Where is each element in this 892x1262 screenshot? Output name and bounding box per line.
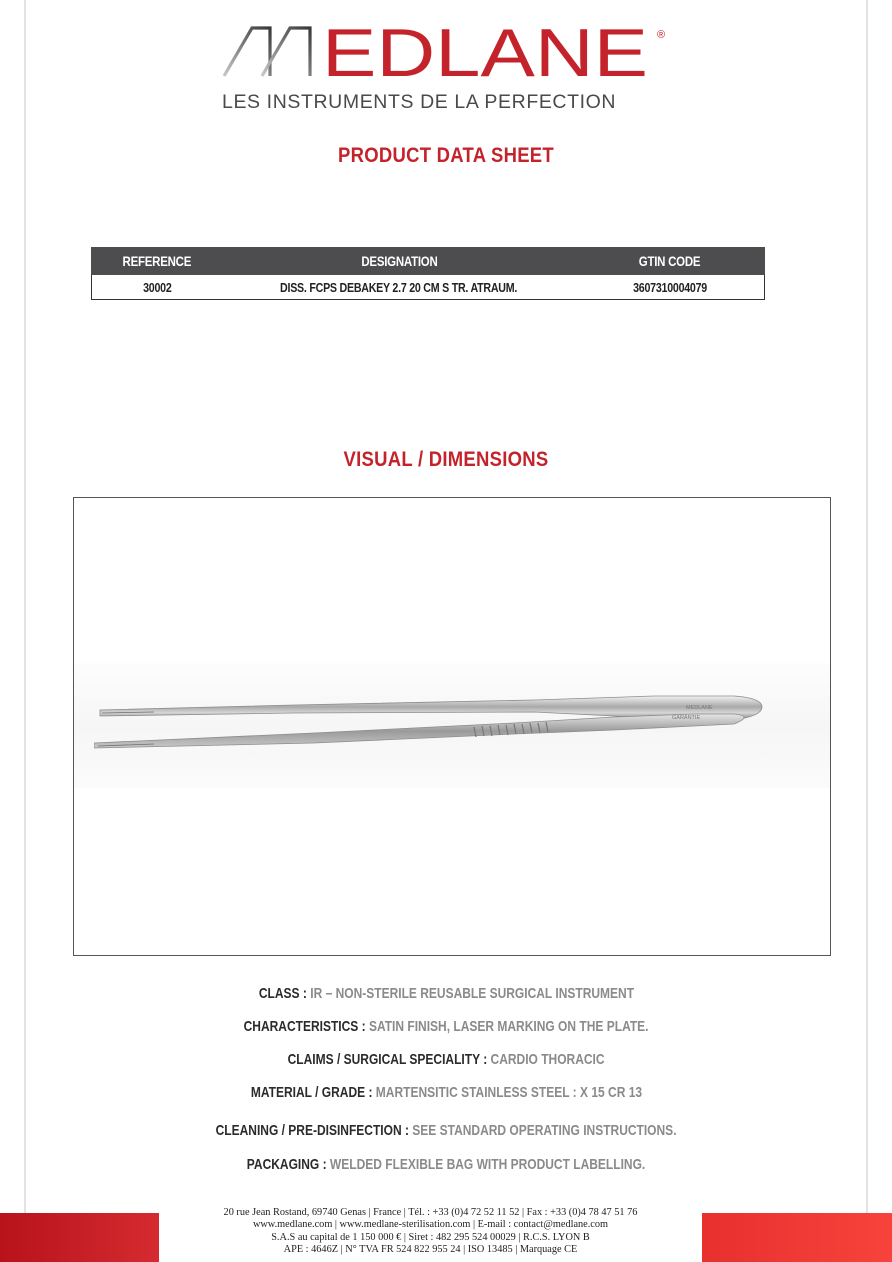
footer-red-bar-left	[0, 1213, 159, 1262]
spec-cleaning: CLEANING / PRE-DISINFECTION : SEE STANDARD OPERATING INSTRUCTIONS.	[215, 1122, 677, 1139]
cell-gtin: 3607310004079	[576, 275, 765, 300]
footer-registration: S.A.S au capital de 1 150 000 € | Siret : 482 295 524 00029 | R.C.S. LYON B	[271, 1231, 590, 1243]
spec-material: MATERIAL / GRADE : MARTENSITIC STAINLESS STEEL : X 15 CR 13	[250, 1084, 642, 1101]
table-header-row	[92, 248, 765, 275]
header-reference: REFERENCE	[92, 248, 223, 275]
footer-address: 20 rue Jean Rostand, 69740 Genas | France | Tél. : +33 (0)4 72 52 11 52 | Fax : +33 (0)4 78 47 51 76	[223, 1207, 638, 1218]
footer-certifications: APE : 4646Z | N° TVA FR 524 822 955 24 | ISO 13485 | Marquage CE	[283, 1243, 578, 1255]
product-image-frame	[73, 497, 831, 956]
brand-logo	[222, 22, 672, 117]
registered-mark: ®	[657, 29, 666, 41]
page-right-rule	[866, 0, 868, 1262]
table-row	[92, 275, 765, 300]
footer-websites: www.medlane.com | www.medlane-sterilisation.com | E-mail : contact@medlane.com	[252, 1219, 609, 1231]
page-left-rule	[24, 0, 26, 1262]
spec-characteristics: CHARACTERISTICS : SATIN FINISH, LASER MARKING ON THE PLATE.	[243, 1018, 649, 1035]
logo-text: EDLANE	[322, 22, 648, 84]
spec-class: CLASS : IR – NON-STERILE REUSABLE SURGICAL INSTRUMENT	[258, 985, 634, 1002]
footer-red-bar-right	[702, 1213, 892, 1262]
cell-designation: DISS. FCPS DEBAKEY 2.7 20 CM S TR. ATRAUM.	[223, 275, 576, 300]
data-sheet-title: PRODUCT DATA SHEET	[338, 144, 554, 167]
spec-claims: CLAIMS / SURGICAL SPECIALITY : CARDIO THORACIC	[287, 1051, 605, 1068]
footer-company-info	[159, 1207, 702, 1256]
cell-reference: 30002	[92, 275, 223, 300]
engraving-brand: MEDLANE	[686, 705, 713, 711]
product-table	[91, 247, 765, 300]
logo-m-left	[224, 28, 270, 76]
forceps-icon	[94, 690, 814, 762]
spec-packaging: PACKAGING : WELDED FLEXIBLE BAG WITH PRODUCT LABELLING.	[246, 1156, 646, 1173]
engraving-garantie: GARANTIE	[672, 715, 701, 721]
brand-tagline: LES INSTRUMENTS DE LA PERFECTION	[222, 91, 617, 113]
visual-dimensions-title: VISUAL / DIMENSIONS	[343, 448, 549, 471]
header-gtin: GTIN CODE	[576, 248, 765, 275]
medlane-wordmark	[222, 22, 672, 84]
header-designation: DESIGNATION	[223, 248, 576, 275]
